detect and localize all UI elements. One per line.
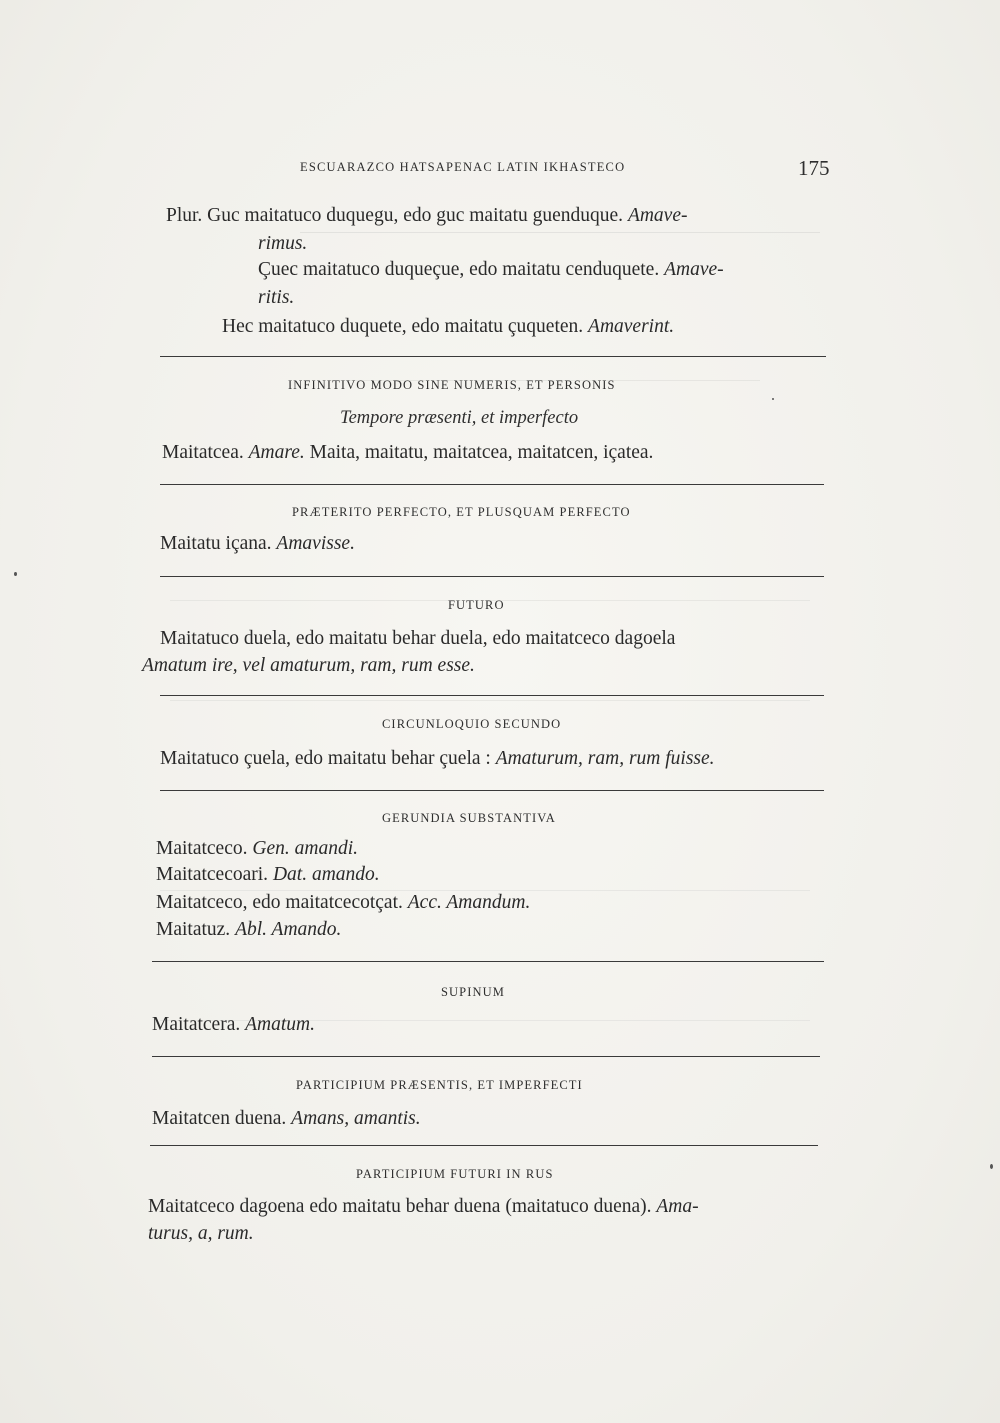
divider-rule xyxy=(160,356,826,357)
infinitive-latin: Amare. xyxy=(248,442,305,463)
praeterito-basque: Maitatu içana. xyxy=(160,533,272,554)
divider-rule xyxy=(160,790,824,791)
participium-futuri-line-2: turus, a, rum. xyxy=(148,1223,254,1244)
section-heading-futuro: FUTURO xyxy=(448,598,505,612)
supinum-latin: Amatum. xyxy=(245,1014,315,1035)
plural-line-3-latin: Amaverint. xyxy=(588,316,675,337)
futuro-line-1: Maitatuco duela, edo maitatu behar duela, edo maitatceco dagoela xyxy=(160,628,676,649)
participium-praesentis-line xyxy=(152,1108,421,1130)
divider-rule xyxy=(150,1145,818,1146)
scan-speck xyxy=(990,1164,993,1169)
plural-line-1 xyxy=(166,205,688,227)
gerundia-latin: Abl. Amando. xyxy=(235,919,342,940)
divider-rule xyxy=(152,1056,820,1057)
plural-line-2-latin: Amave- xyxy=(664,259,724,280)
circunloquio-basque: Maitatuco çuela, edo maitatu behar çuela : xyxy=(160,748,491,769)
gerundia-basque: Maitatceco, edo maitatcecotçat. xyxy=(156,892,403,913)
gerundia-row xyxy=(156,919,341,941)
gerundia-row xyxy=(156,838,358,860)
plural-line-2-cont: ritis. xyxy=(258,287,295,308)
circunloquio-latin: Amaturum, ram, rum fuisse. xyxy=(495,748,715,769)
gerundia-basque: Maitatceco. xyxy=(156,838,248,859)
plural-line-1-latin: Amave- xyxy=(627,205,688,226)
plural-line-1-cont: rimus. xyxy=(258,233,308,254)
infinitive-forms: Maita, maitatu, maitatcea, maitatcen, içatea. xyxy=(309,442,654,463)
supinum-line xyxy=(152,1014,315,1036)
gerundia-row xyxy=(156,864,380,886)
infinitive-basque: Maitatcea. xyxy=(162,442,244,463)
gerundia-latin: Dat. amando. xyxy=(272,864,380,885)
divider-rule xyxy=(152,961,824,962)
section-heading-praeterito: PRÆTERITO PERFECTO, ET PLUSQUAM PERFECTO xyxy=(292,505,631,519)
gerundia-basque: Maitatuz. xyxy=(156,919,231,940)
participium-praesentis-basque: Maitatcen duena. xyxy=(152,1108,287,1129)
section-heading-gerundia: GERUNDIA SUBSTANTIVA xyxy=(382,811,556,825)
page-number: 175 xyxy=(798,156,830,180)
gerundia-basque: Maitatcecoari. xyxy=(156,864,269,885)
scan-speck xyxy=(772,398,774,400)
futuro-line-2: Amatum ire, vel amaturum, ram, rum esse. xyxy=(142,655,475,676)
praeterito-latin: Amavisse. xyxy=(276,533,355,554)
participium-futuri-latin: Ama- xyxy=(656,1196,699,1217)
divider-rule xyxy=(160,484,824,485)
circunloquio-line xyxy=(160,748,715,770)
plural-line-2 xyxy=(258,259,724,281)
infinitive-line xyxy=(162,442,653,464)
plural-line-2-basque: Çuec maitatuco duqueçue, edo maitatu cenduquete. xyxy=(258,259,660,280)
participium-futuri-basque: Maitatceco dagoena edo maitatu behar duena (maitatuco duena). xyxy=(148,1196,652,1217)
participium-futuri-line-1 xyxy=(148,1196,699,1218)
gerundia-latin: Acc. Amandum. xyxy=(407,892,531,913)
section-heading-participium-futuri: PARTICIPIUM FUTURI IN RUS xyxy=(356,1167,554,1181)
divider-rule xyxy=(160,576,824,577)
praeterito-line xyxy=(160,533,355,555)
section-heading-participium-praesentis: PARTICIPIUM PRÆSENTIS, ET IMPERFECTI xyxy=(296,1078,583,1092)
plural-line-1-basque: Plur. Guc maitatuco duquegu, edo guc maitatu guenduque. xyxy=(166,205,624,226)
participium-praesentis-latin: Amans, amantis. xyxy=(291,1108,421,1129)
supinum-basque: Maitatcera. xyxy=(152,1014,241,1035)
plural-line-3 xyxy=(222,316,674,338)
subheading-tempore: Tempore præsenti, et imperfecto xyxy=(340,408,579,428)
section-heading-circunloquio: CIRCUNLOQUIO SECUNDO xyxy=(382,717,562,731)
section-heading-supinum: SUPINUM xyxy=(441,985,505,999)
plural-line-3-basque: Hec maitatuco duquete, edo maitatu çuqueten. xyxy=(222,316,584,337)
scan-speck xyxy=(14,572,17,576)
running-title: ESCUARAZCO HATSAPENAC LATIN IKHASTECO xyxy=(300,160,626,174)
divider-rule xyxy=(160,695,824,696)
section-heading-infinitivo: INFINITIVO MODO SINE NUMERIS, ET PERSONIS xyxy=(288,378,616,392)
gerundia-row xyxy=(156,892,530,914)
gerundia-latin: Gen. amandi. xyxy=(252,838,358,859)
